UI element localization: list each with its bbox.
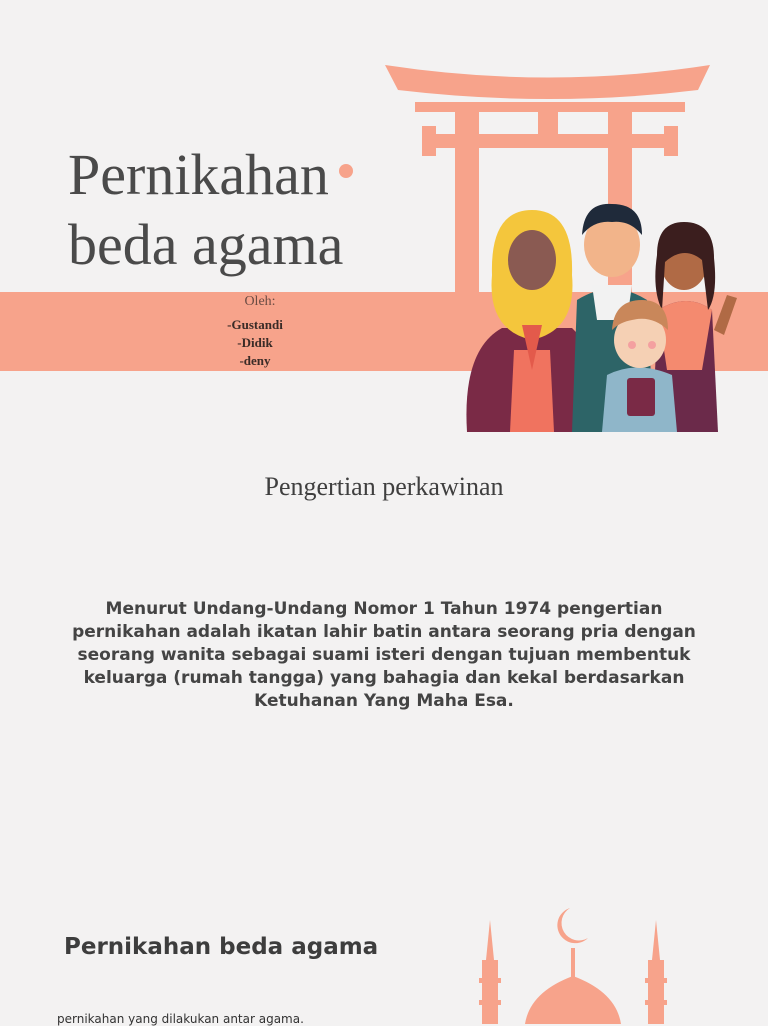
by-label: Oleh:	[244, 294, 276, 309]
title-line-1: Pernikahan	[68, 142, 329, 207]
author-list	[195, 316, 315, 370]
section-heading-interfaith: Pernikahan beda agama	[64, 934, 379, 960]
author-item: -Gustandi	[227, 317, 283, 332]
title-accent-dot	[339, 164, 353, 178]
title-line-2: beda agama	[68, 212, 344, 277]
section-heading-definition: Pengertian perkawinan	[264, 472, 504, 501]
mosque-crescent-icon	[470, 900, 680, 1024]
author-item: -deny	[239, 353, 271, 368]
diverse-family-illustration	[462, 200, 752, 435]
interfaith-paragraph: pernikahan yang dilakukan antar agama.	[57, 1012, 304, 1026]
author-item: -Didik	[237, 335, 273, 350]
page-title	[68, 140, 428, 280]
definition-paragraph: Menurut Undang-Undang Nomor 1 Tahun 1974 pengertian pernikahan adalah ikatan lahir batin antara seorang pria dengan seorang wanita sebagai suami isteri dengan tujuan membentuk keluarga (rumah tangga) yang bahagia dan kekal berdasarkan Ketuhanan Yang Maha Esa.	[72, 599, 696, 711]
